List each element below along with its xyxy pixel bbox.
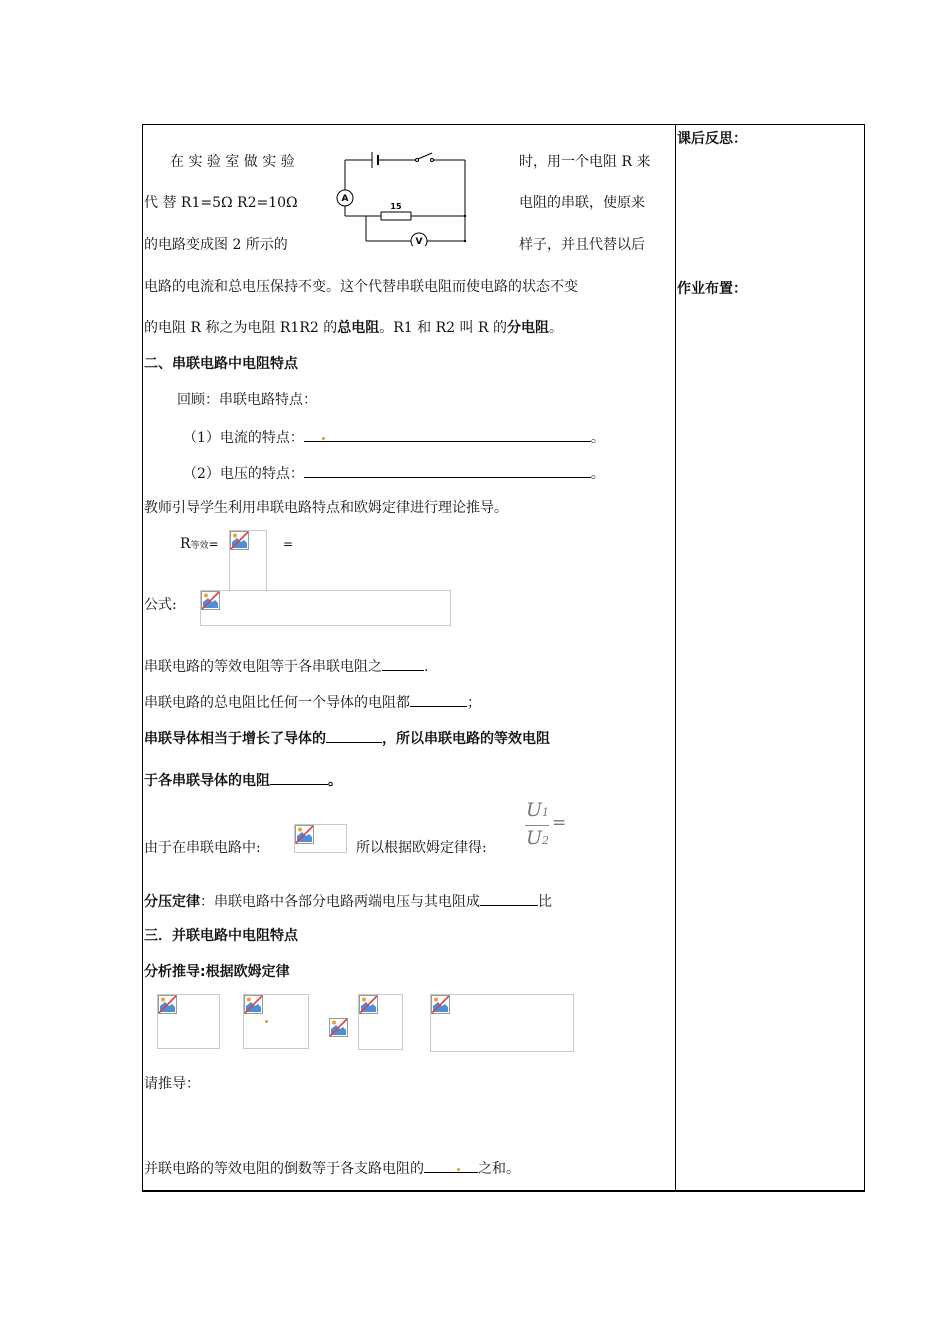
r-subscript: 等效	[190, 541, 209, 551]
blank-sum[interactable]	[382, 656, 424, 671]
circuit-diagram	[328, 148, 474, 246]
term-total-resistance: 总电阻	[337, 320, 380, 336]
intro-line3-right: 样子，并且代替以后	[519, 237, 645, 253]
voltage-ratio-fraction	[524, 799, 574, 855]
parallel-image-1	[157, 994, 220, 1049]
blank-length[interactable]	[326, 728, 382, 743]
item1-end: 。	[590, 430, 605, 446]
parallel-conclusion: 并联电路的等效电阻的倒数等于各支路电阻的 之和。	[144, 1158, 520, 1178]
frac-equals: =	[552, 813, 567, 833]
voltmeter-label: V	[415, 237, 423, 246]
intro-line4: 电路的电流和总电压保持不变。这个代替串联电阻而使电路的状态不变	[144, 279, 578, 295]
broken-image-icon	[201, 591, 220, 610]
term-partial-resistance: 分电阻	[506, 320, 549, 336]
resistor-value: 15	[390, 202, 402, 211]
broken-image-icon	[230, 531, 249, 550]
parallel-image-4	[358, 994, 403, 1050]
intro-line2-right: 电阻的串联，使原来	[519, 195, 645, 211]
analysis-text: 分析推导:根据欧姆定律	[144, 964, 290, 980]
blank-compare[interactable]	[410, 692, 467, 707]
formula-image	[200, 590, 451, 626]
column-divider	[675, 124, 676, 1192]
voltage-feature	[183, 463, 605, 483]
review-text: 回顾：串联电路特点：	[177, 392, 317, 408]
r-equivalent	[180, 535, 219, 555]
series-ohm-suffix: 所以根据欧姆定律得:	[356, 840, 487, 856]
intro-line1-right: 时，用一个电阻 R 来	[519, 154, 651, 170]
r-equals: =	[208, 537, 219, 551]
series-statement-1: 串联电路的等效电阻等于各串联电阻之 .	[144, 656, 428, 676]
series-relation-image	[294, 824, 347, 853]
parallel-image-3	[329, 1018, 353, 1040]
blank-reciprocal[interactable]	[424, 1158, 478, 1173]
intro-line5-e: 。	[548, 320, 563, 336]
frac-numerator: U	[526, 799, 543, 821]
section2-heading: 二、串联电路中电阻特点	[144, 356, 298, 372]
please-derive: 请推导：	[144, 1076, 200, 1092]
blank-voltage[interactable]	[304, 463, 591, 478]
equals-sign: =	[283, 537, 294, 551]
item2-end: 。	[590, 466, 605, 482]
resistor-icon	[381, 212, 411, 220]
frac-numerator-sub: 1	[542, 806, 550, 819]
broken-image-icon	[329, 1018, 348, 1037]
intro-line3-left: 的电路变成图 2 所示的	[144, 237, 288, 253]
blank-proportion[interactable]	[480, 891, 538, 906]
broken-image-icon	[158, 995, 177, 1014]
broken-image-icon	[359, 995, 378, 1014]
parallel-image-5	[430, 994, 574, 1052]
blank-resistance[interactable]	[270, 770, 328, 785]
intro-line5	[144, 319, 563, 337]
broken-image-icon	[244, 995, 263, 1014]
item2-label: （2）电压的特点：	[183, 466, 304, 482]
intro-line1-left: 在 实 验 室 做 实 验	[170, 154, 295, 170]
reflection-label: 课后反思：	[677, 131, 747, 147]
current-feature	[183, 427, 605, 447]
intro-line2-left: 代 替 R1=5Ω R2=10Ω	[144, 195, 298, 211]
series-statement-4: 于各串联导体的电阻 。	[144, 770, 342, 790]
blank-current[interactable]	[304, 427, 591, 442]
frac-denominator-sub: 2	[542, 834, 550, 847]
r-symbol: R	[180, 536, 191, 552]
intro-line5-a: 的电阻 R 称之为电阻 R1R2 的	[144, 320, 338, 336]
frac-denominator: U	[526, 827, 543, 849]
broken-image-icon	[431, 995, 450, 1014]
section3-heading: 三．并联电路中电阻特点	[144, 928, 298, 944]
teacher-guide: 教师引导学生利用串联电路特点和欧姆定律进行理论推导。	[144, 500, 508, 516]
law-label: 分压定律	[144, 894, 200, 910]
intro-line5-c: 。R1 和 R2 叫 R 的	[379, 320, 507, 336]
series-statement-2: 串联电路的总电阻比任何一个导体的电阻都 ；	[144, 692, 481, 712]
homework-label: 作业布置：	[677, 281, 747, 297]
formula-label: 公式:	[144, 597, 177, 613]
parallel-image-2	[243, 994, 309, 1049]
voltage-division-law: 分压定律：串联电路中各部分电路两端电压与其电阻成 比	[144, 891, 552, 911]
broken-image-icon	[295, 825, 314, 844]
series-statement-3: 串联导体相当于增长了导体的 ，所以串联电路的等效电阻	[144, 728, 550, 748]
item1-label: （1）电流的特点：	[183, 430, 304, 446]
ammeter-label: A	[341, 194, 349, 204]
series-ohm-prefix: 由于在串联电路中:	[144, 840, 261, 856]
